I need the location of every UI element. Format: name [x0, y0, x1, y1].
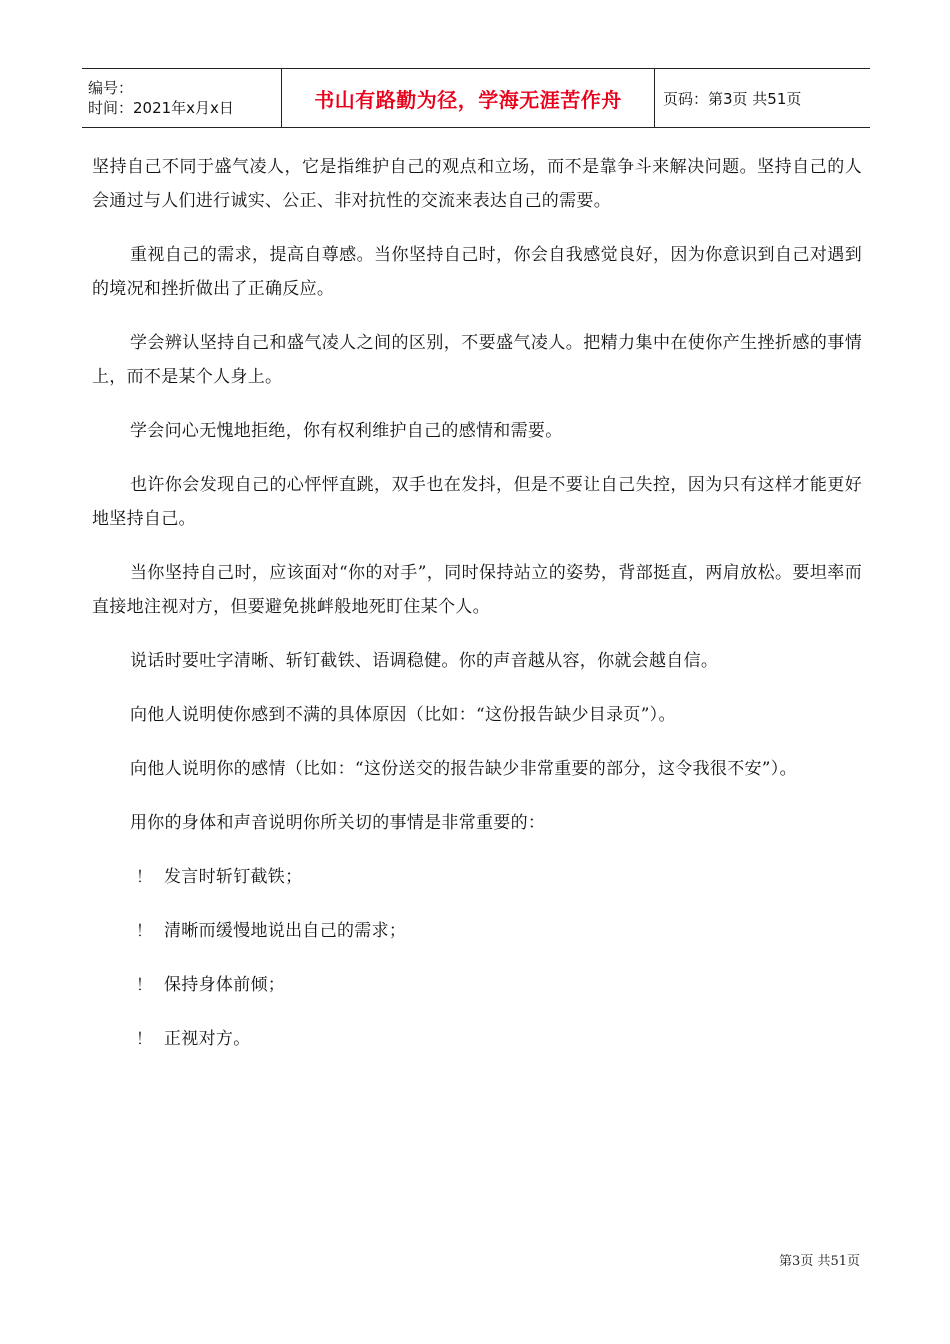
exclamation-bullet-icon: ！: [136, 1029, 153, 1048]
bullet-text: 清晰而缓慢地说出自己的需求；: [164, 921, 407, 941]
paragraph: 坚持自己不同于盛气凌人，它是指维护自己的观点和立场，而不是靠争斗来解决问题。坚持自己的人会通过与人们进行诚实、公正、非对抗性的交流来表达自己的需要。: [92, 157, 862, 211]
page-header: [82, 68, 870, 128]
paragraph: 向他人说明你的感情（比如：“这份送交的报告缺少非常重要的部分，这令我很不安”）。: [130, 759, 797, 779]
bullet-item: [92, 860, 862, 894]
document-body: [92, 150, 862, 1056]
document-number-label: 编号：: [88, 79, 134, 97]
header-page-cell: [655, 69, 870, 127]
paragraph: 学会问心无愧地拒绝，你有权利维护自己的感情和需要。: [130, 421, 563, 441]
paragraph: 用你的身体和声音说明你所关切的事情是非常重要的：: [130, 813, 546, 833]
header-meta: [82, 69, 282, 127]
bullet-text: 正视对方。: [164, 1029, 251, 1049]
bullet-text: 保持身体前倾；: [164, 975, 286, 995]
paragraph: 学会辨认坚持自己和盛气凌人之间的区别，不要盛气凌人。把精力集中在使你产生挫折感的事情上，而不是某个人身上。: [92, 333, 862, 387]
bullet-item: [92, 968, 862, 1002]
paragraph: 重视自己的需求，提高自尊感。当你坚持自己时，你会自我感觉良好，因为你意识到自己对遇到的境况和挫折做出了正确反应。: [92, 245, 862, 299]
paragraph: 也许你会发现自己的心怦怦直跳，双手也在发抖，但是不要让自己失控，因为只有这样才能更好地坚持自己。: [92, 475, 862, 529]
exclamation-bullet-icon: ！: [136, 867, 153, 886]
bullet-text: 发言时斩钉截铁；: [164, 867, 303, 887]
header-page-number: 页码：第3页 共51页: [663, 89, 802, 108]
bullet-item: [92, 1022, 862, 1056]
page-footer: 第3页 共51页: [779, 1254, 860, 1269]
paragraph: 说话时要吐字清晰、斩钉截铁、语调稳健。你的声音越从容，你就会越自信。: [130, 651, 719, 671]
exclamation-bullet-icon: ！: [136, 921, 153, 940]
exclamation-bullet-icon: ！: [136, 975, 153, 994]
header-motto-cell: [282, 69, 655, 127]
document-time-label: 时间：2021年x月x日: [88, 99, 234, 117]
paragraph: 当你坚持自己时，应该面对“你的对手”，同时保持站立的姿势，背部挺直，两肩放松。要坦率而直接地注视对方，但要避免挑衅般地死盯住某个人。: [92, 563, 862, 617]
header-motto: 书山有路勤为径，学海无涯苦作舟: [314, 87, 622, 112]
bullet-item: [92, 914, 862, 948]
paragraph: 向他人说明使你感到不满的具体原因（比如：“这份报告缺少目录页”）。: [130, 705, 676, 725]
